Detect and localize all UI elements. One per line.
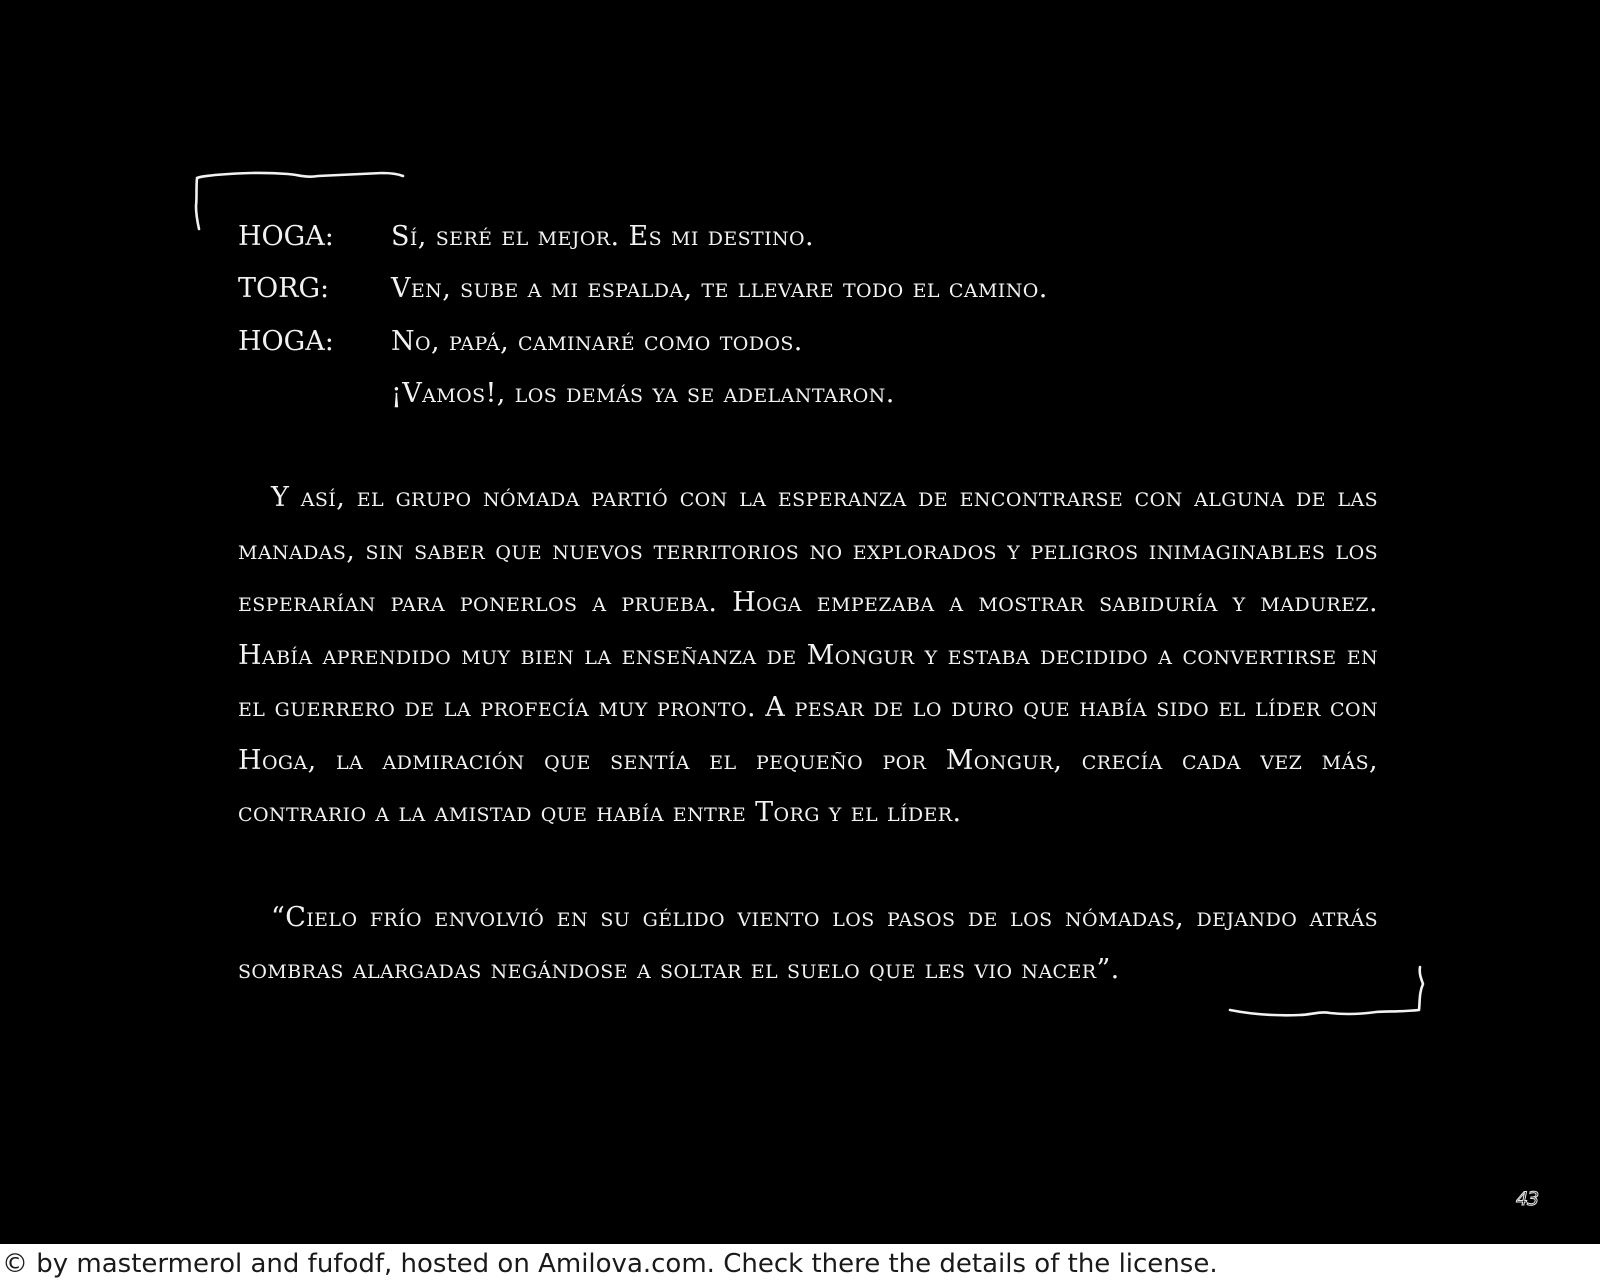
narration-paragraph: Y así, el grupo nómada partió con la esperanza de encontrarse con alguna de las manadas, sin saber que nuevos territorios no explorados y peligros inimaginables los esperarían para ponerlos a prueba. Hoga empezaba a mostrar sabiduría y madurez. Había aprendido muy bien la enseñanza de Mongur y estaba decidido a convertirse en el guerrero de la profecía muy pronto. A pesar de lo duro que había sido el líder con Hoga, la admiración que sentía el pequeño por Mongur, crecía cada vez más, contrario a la amistad que había entre Torg y el líder. [238,482,1378,828]
dialogue-text: ¡Vamos!, los demás ya se adelantaron. [391,378,895,410]
dialogue-line [238,315,1378,368]
dialogue-speaker: TORG: [238,273,330,305]
dialogue-text: Sí, seré el mejor. Es mi destino. [391,220,815,252]
dialogue-text: Ven, sube a mi espalda, te llevare todo el camino. [391,273,1048,305]
page-text [238,210,1378,997]
page-number: 43 [1516,1188,1539,1210]
dialogue-speaker: HOGA: [238,325,334,357]
license-text: © by mastermerol and fufodf, hosted on Amilova.com. Check there the details of the license. [2,1249,1218,1279]
dialogue-speaker: HOGA: [238,220,334,252]
closing-quote: “Cielo frío envolvió en su gélido viento los pasos de los nómadas, dejando atrás sombras alargadas negándose a soltar el suelo que les vio nacer”. [238,901,1378,985]
dialogue-text: No, papá, caminaré como todos. [391,325,803,357]
dialogue-line [238,210,1378,263]
license-footer [0,1244,1600,1284]
dialogue-line [238,263,1378,316]
dialogue-line [238,368,1378,421]
